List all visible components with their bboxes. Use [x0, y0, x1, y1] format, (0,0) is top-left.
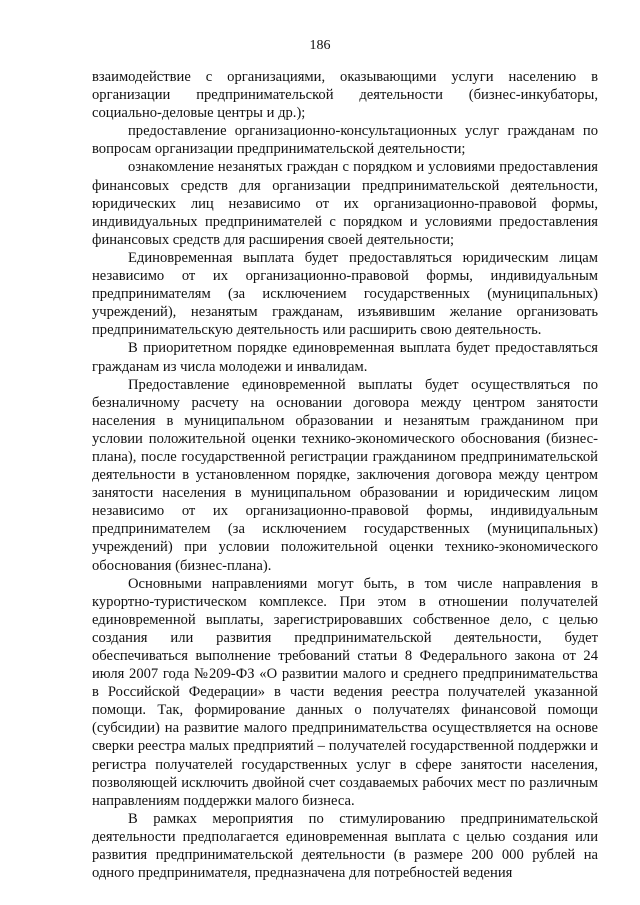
paragraph-1: взаимодействие с организациями, оказывающими услуги населению в организации предпринимательской деятельности (бизнес-инкубаторы, социально-деловые центры и др.);	[92, 69, 598, 122]
paragraph-5: В приоритетном порядке единовременная выплата будет предоставляться гражданам из числа молодежи и инвалидам.	[92, 340, 598, 375]
paragraph-6: Предоставление единовременной выплаты будет осуществляться по безналичному расчету на основании договора между центром занятости населения в муниципальном образовании и незанятым гражданином при условии положительной оценки технико-экономического обоснования (бизнес-плана), после государственной регистрации гражданином предпринимательской деятельности в установленном порядке, заключения договора между центром занятости населения в муниципальном образовании и юридическим лицом независимо от их организационно-правовой формы, индивидуальным предпринимателем (за исключением государственных (муниципальных) учреждений) при условии положительной оценки технико-экономического обоснования (бизнес-плана).	[92, 376, 598, 574]
paragraph-3: ознакомление незанятых граждан с порядком и условиями предоставления финансовых средств для организации предпринимательской деятельности, юридических лиц независимо от их организационно-правовой формы, индивидуальных предпринимателей с порядком и условиями предоставления финансовых средств для расширения своей деятельности;	[92, 159, 598, 248]
paragraph-2: предоставление организационно-консультационных услуг гражданам по вопросам организации предпринимательской деятельности;	[92, 123, 598, 158]
document-body	[92, 68, 598, 882]
paragraph-4: Единовременная выплата будет предоставляться юридическим лицам независимо от их организационно-правовой формы, индивидуальным предпринимателям (за исключением государственных (муниципальных) учреждений), незанятым гражданам, изъявившим желание организовать предпринимательскую деятельность или расширить свою деятельность.	[92, 249, 598, 339]
paragraph-8: В рамках мероприятия по стимулированию предпринимательской деятельности предполагается единовременная выплата с целью создания или развития предпринимательской деятельности (в размере 200 000 рублей на одного предпринимателя, предназначена для потребностей ведения	[92, 810, 598, 882]
paragraph-7: Основными направлениями могут быть, в том числе направления в курортно-туристическом комплексе. При этом в отношении получателей единовременной выплаты, зарегистрировавших собственное дело, с целью создания или развития предпринимательской деятельности, будет обеспечиваться выполнение требований статьи 8 Федерального закона от 24 июля 2007 года №209-ФЗ «О развитии малого и среднего предпринимательства в Российской Федерации» в части ведения реестра получателей указанной помощи. Так, формирование данных о получателях финансовой помощи (субсидии) на развитие малого предпринимательства осуществляется на основе сверки реестра малых предприятий – получателей государственной поддержки и регистра получателей государственных услуг в сфере занятости населения, позволяющей исключить двойной счет создаваемых рабочих мест по различным направлениям поддержки малого бизнеса.	[92, 575, 598, 809]
page-number: 186	[309, 38, 331, 53]
